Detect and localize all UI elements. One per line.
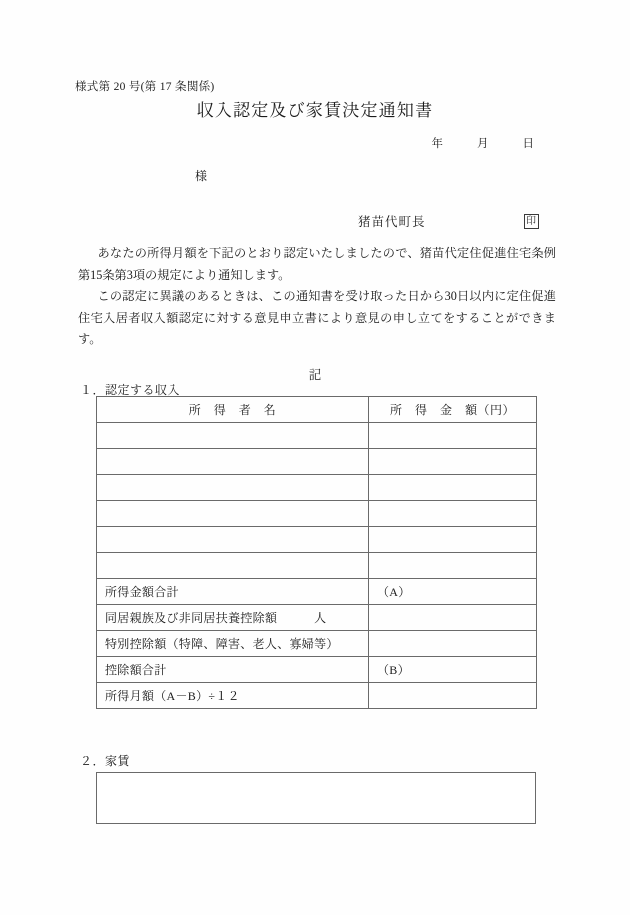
date-line xyxy=(432,135,535,151)
table-row xyxy=(97,501,537,527)
income-earner-name-cell[interactable] xyxy=(97,527,369,553)
seal-stamp-icon: 印 xyxy=(524,214,539,229)
rent-entry-box[interactable] xyxy=(96,772,536,824)
table-header-row xyxy=(97,397,537,423)
section-income-heading: １．認定する収入 xyxy=(80,383,181,397)
issuer-line xyxy=(358,212,539,230)
table-row xyxy=(97,553,537,579)
income-earner-name-cell[interactable] xyxy=(97,423,369,449)
summary-label-cell: 控除額合計 xyxy=(97,657,369,683)
table-row xyxy=(97,527,537,553)
table-row xyxy=(97,631,537,657)
page-title: 収入認定及び家賃決定通知書 xyxy=(196,101,434,120)
paragraph-objection: この認定に異議のあるときは、この通知書を受け取った日から30日以内に定住促進住宅入居者収入額認定に対する意見申立書により意見の申し立てをすることができます。 xyxy=(78,289,556,346)
income-amount-cell[interactable] xyxy=(369,553,537,579)
table-row xyxy=(97,475,537,501)
date-month-label: 月 xyxy=(477,138,489,150)
income-earner-name-cell[interactable] xyxy=(97,553,369,579)
summary-label-cell: 同居親族及び非同居扶養控除額 人 xyxy=(97,605,369,631)
table-row xyxy=(97,605,537,631)
date-year-label: 年 xyxy=(431,138,443,150)
summary-label-cell: 特別控除額（特障、障害、老人、寡婦等） xyxy=(97,631,369,657)
summary-amount-cell[interactable] xyxy=(369,631,537,657)
paragraph-notification: あなたの所得月額を下記のとおり認定いたしましたので、猪苗代定住促進住宅条例第15条第3項の規定により通知します。 xyxy=(78,246,556,282)
summary-amount-cell[interactable] xyxy=(369,605,537,631)
table-row xyxy=(97,423,537,449)
summary-label-cell: 所得月額（A－B）÷１２ xyxy=(97,683,369,709)
summary-amount-cell[interactable]: （B） xyxy=(369,657,537,683)
income-amount-cell[interactable] xyxy=(369,501,537,527)
income-table-body xyxy=(97,423,537,709)
table-row xyxy=(97,579,537,605)
summary-label-cell: 所得金額合計 xyxy=(97,579,369,605)
income-earner-name-cell[interactable] xyxy=(97,501,369,527)
column-header-income-amount: 所 得 金 額（円） xyxy=(369,397,537,423)
income-amount-cell[interactable] xyxy=(369,475,537,501)
section-rent-heading: ２．家賃 xyxy=(80,754,131,768)
addressee-honorific: 様 xyxy=(195,169,208,183)
column-header-income-earner-name: 所 得 者 名 xyxy=(97,397,369,423)
summary-amount-cell[interactable] xyxy=(369,683,537,709)
table-row xyxy=(97,657,537,683)
table-row xyxy=(97,683,537,709)
income-earner-name-cell[interactable] xyxy=(97,475,369,501)
ki-mark: 記 xyxy=(308,368,322,382)
date-day-label: 日 xyxy=(522,138,534,150)
body-text xyxy=(78,243,556,351)
income-amount-cell[interactable] xyxy=(369,449,537,475)
income-amount-cell[interactable] xyxy=(369,527,537,553)
issuer-name: 猪苗代町長 xyxy=(358,215,426,229)
form-number: 様式第 20 号(第 17 条関係) xyxy=(75,81,215,93)
income-table xyxy=(96,396,537,709)
income-earner-name-cell[interactable] xyxy=(97,449,369,475)
income-amount-cell[interactable] xyxy=(369,423,537,449)
summary-amount-cell[interactable]: （A） xyxy=(369,579,537,605)
table-row xyxy=(97,449,537,475)
